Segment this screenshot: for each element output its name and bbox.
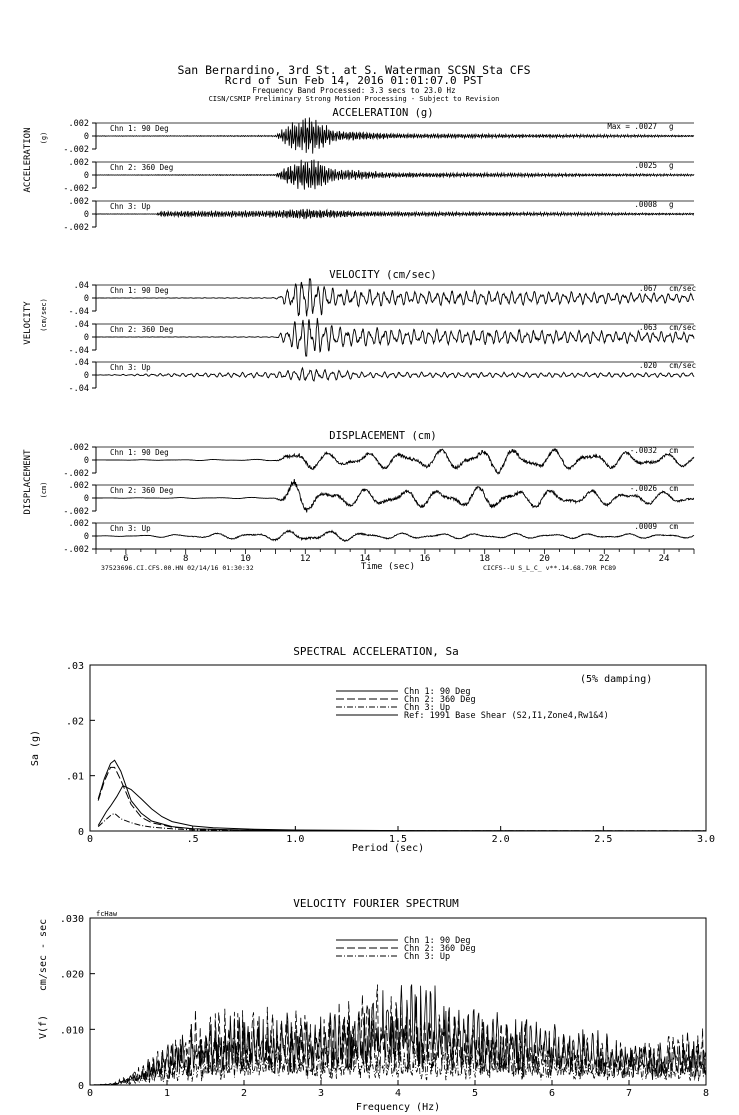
time-tick-label: 16 <box>419 554 431 564</box>
x-tick-label: 1.5 <box>388 834 408 845</box>
processing-note: CISN/CSMIP Preliminary Strong Motion Processing - Subject to Revision <box>208 95 500 103</box>
acceleration-panel-title: ACCELERATION (g) <box>332 107 434 119</box>
x-tick-label: 1.0 <box>286 834 305 845</box>
trace-y-tick-label: -.04 <box>68 346 89 356</box>
trace-y-tick-label: 0 <box>83 210 89 220</box>
channel-label: Chn 1: 90 Deg <box>110 448 169 457</box>
peak-unit: cm <box>669 446 679 455</box>
trace-y-tick-label: 0 <box>83 532 89 542</box>
time-tick-label: 12 <box>299 554 311 564</box>
trace-y-tick-label: -.002 <box>63 507 89 517</box>
time-tick-label: 14 <box>359 554 371 564</box>
channel-label: Chn 3: Up <box>110 524 151 533</box>
x-tick-label: 2.0 <box>491 834 510 845</box>
x-tick-label: 1 <box>163 1088 171 1099</box>
spectral-acceleration-frame <box>90 665 706 831</box>
peak-unit: cm/sec <box>669 284 697 293</box>
legend-entry: Chn 3: Up <box>404 952 451 962</box>
peak-unit: cm <box>669 484 679 493</box>
peak-value: .020 <box>638 361 657 370</box>
x-tick-label: 3 <box>317 1088 325 1099</box>
legend-entry: Chn 1: 90 Deg <box>404 936 471 946</box>
trace-y-tick-label: 0 <box>83 132 89 142</box>
acceleration-side-label: ACCELERATION <box>23 127 33 193</box>
trace-row <box>63 519 694 555</box>
peak-value: .063 <box>638 323 657 332</box>
peak-value: Max = .0027 <box>607 122 657 131</box>
channel-label: Chn 2: 360 Deg <box>110 325 174 334</box>
trace-row <box>63 118 694 156</box>
velocity-panel-title: VELOCITY (cm/sec) <box>329 269 437 281</box>
time-tick-label: 24 <box>658 554 670 564</box>
time-series-traces <box>63 118 696 556</box>
x-tick-label: .5 <box>186 834 199 845</box>
trace-y-tick-label: .002 <box>68 443 89 453</box>
trace-y-tick-label: .002 <box>68 119 89 129</box>
x-tick-label: 5 <box>471 1088 479 1099</box>
trace-row <box>69 279 697 317</box>
record-time: Rcrd of Sun Feb 14, 2016 01:01:07.0 PST <box>224 74 484 87</box>
peak-value: -.0032 <box>629 446 657 455</box>
trace-y-tick-label: -.002 <box>63 545 89 555</box>
trace-row <box>69 318 697 356</box>
legend-entry: Chn 2: 360 Deg <box>404 695 476 705</box>
trace-y-tick-label: 0 <box>83 171 89 181</box>
legend-entry: Chn 2: 360 Deg <box>404 944 476 954</box>
trace-y-tick-label: .002 <box>68 519 89 529</box>
trace-y-tick-label: .002 <box>68 158 89 168</box>
channel-label: Chn 1: 90 Deg <box>110 124 169 133</box>
velocity-side-label: VELOCITY <box>23 301 33 345</box>
x-tick-label: 4 <box>394 1088 402 1099</box>
trace-y-tick-label: 0 <box>83 494 89 504</box>
fourier-corner-label: fcHaw <box>96 910 118 918</box>
channel-label: Chn 3: Up <box>110 202 151 211</box>
fourier-x-label: Frequency (Hz) <box>355 1102 441 1113</box>
trace-y-tick-label: -.04 <box>68 307 89 317</box>
processing-version: CICFS--U S_L_C_ v**.14.68.79R PC89 <box>483 564 617 572</box>
seismic-trace <box>96 368 694 381</box>
y-tick-label: .020 <box>59 969 84 981</box>
x-tick-label: 2 <box>240 1088 248 1099</box>
trace-row <box>63 158 694 194</box>
displacement-panel-title: DISPLACEMENT (cm) <box>329 430 437 442</box>
seismic-trace <box>96 160 694 190</box>
peak-value: .0008 <box>634 200 657 209</box>
velocity-unit-label: (cm/sec) <box>40 298 48 332</box>
peak-value: .0025 <box>634 161 657 170</box>
peak-value: .067 <box>638 284 657 293</box>
fourier-spectrum-curves <box>90 985 706 1086</box>
time-tick-label: 18 <box>479 554 491 564</box>
time-tick-label: 8 <box>182 554 189 564</box>
fourier-spectrum-title: VELOCITY FOURIER SPECTRUM <box>293 897 459 910</box>
trace-row <box>63 197 694 233</box>
trace-y-tick-label: .002 <box>68 197 89 207</box>
fourier-y-label-units: cm/sec - sec <box>38 918 49 992</box>
x-tick-label: 7 <box>625 1088 633 1099</box>
y-tick-label: .010 <box>59 1025 84 1037</box>
seismic-trace <box>96 279 697 316</box>
sa-series-line <box>98 786 706 831</box>
peak-value: -.0026 <box>629 484 657 493</box>
sa-series-line <box>98 767 706 831</box>
y-tick-label: .03 <box>65 661 84 672</box>
trace-y-tick-label: .002 <box>68 481 89 491</box>
sa-series-line <box>98 760 706 831</box>
trace-y-tick-label: -.04 <box>68 384 89 394</box>
trace-y-tick-label: .04 <box>73 281 89 291</box>
x-tick-label: 3.0 <box>696 834 716 845</box>
trace-y-tick-label: 0 <box>83 294 89 304</box>
peak-unit: g <box>669 200 674 209</box>
damping-note: (5% damping) <box>580 674 653 685</box>
spectral-acceleration-title: SPECTRAL ACCELERATION, Sa <box>293 645 459 658</box>
seismic-trace <box>96 479 694 512</box>
trace-y-tick-label: -.002 <box>63 469 89 479</box>
legend-entry: Chn 3: Up <box>404 703 451 713</box>
channel-label: Chn 1: 90 Deg <box>110 286 169 295</box>
trace-y-tick-label: .04 <box>73 358 89 368</box>
station-title: San Bernardino, 3rd St. at S. Waterman SCSN Sta CFS <box>177 63 531 77</box>
acceleration-unit-label: (g) <box>40 131 48 145</box>
time-axis-label: Time (sec) <box>360 562 416 572</box>
y-tick-label: .030 <box>59 914 84 925</box>
x-tick-label: 2.5 <box>594 834 613 845</box>
frequency-band: Frequency Band Processed: 3.3 secs to 23.0 Hz <box>252 86 456 95</box>
x-tick-label: 6 <box>548 1088 556 1099</box>
trace-y-tick-label: 0 <box>83 371 89 381</box>
channel-label: Chn 2: 360 Deg <box>110 163 174 172</box>
trace-y-tick-label: 0 <box>83 333 89 343</box>
seismic-trace <box>96 531 694 542</box>
y-tick-label: 0 <box>77 827 84 838</box>
time-tick-label: 6 <box>123 554 129 564</box>
time-tick-label: 10 <box>240 554 251 564</box>
spectral-acceleration-x-label: Period (sec) <box>351 843 425 854</box>
fourier-y-label: V(f) <box>38 1014 49 1040</box>
peak-value: .0009 <box>634 522 657 531</box>
trace-y-tick-label: -.002 <box>63 223 89 233</box>
seismic-trace <box>96 209 694 219</box>
trace-row <box>63 443 694 479</box>
time-tick-label: 22 <box>598 554 610 564</box>
x-tick-label: 0 <box>86 834 94 845</box>
x-tick-label: 0 <box>86 1088 94 1099</box>
y-tick-label: 0 <box>77 1081 84 1092</box>
legend-entry: Ref: 1991 Base Shear (S2,I1,Zone4,Rw1&4) <box>404 711 609 721</box>
spectral-acceleration-y-label: Sa (g) <box>30 729 41 767</box>
x-tick-label: 8 <box>702 1088 710 1099</box>
trace-y-tick-label: -.002 <box>63 184 89 194</box>
trace-y-tick-label: 0 <box>83 456 89 466</box>
y-tick-label: .01 <box>65 771 84 783</box>
channel-label: Chn 2: 360 Deg <box>110 486 174 495</box>
peak-unit: g <box>669 122 674 131</box>
peak-unit: g <box>669 161 674 170</box>
displacement-side-label: DISPLACEMENT <box>23 449 33 515</box>
channel-label: Chn 3: Up <box>110 363 151 372</box>
trace-row <box>63 479 694 517</box>
trace-y-tick-label: .04 <box>73 320 89 330</box>
y-tick-label: .02 <box>65 716 84 728</box>
peak-unit: cm/sec <box>669 361 697 370</box>
time-tick-label: 20 <box>539 554 550 564</box>
displacement-unit-label: (cm) <box>40 481 48 499</box>
spectral-acceleration-legend <box>336 687 609 721</box>
spectral-acceleration-curves <box>98 760 706 831</box>
legend-entry: Chn 1: 90 Deg <box>404 687 471 697</box>
trace-y-tick-label: -.002 <box>63 145 89 155</box>
trace-row <box>69 358 697 394</box>
seismic-trace <box>96 449 694 474</box>
peak-unit: cm <box>669 522 679 531</box>
record-id: 37523696.CI.CFS.00.HN 02/14/16 01:30:32 <box>101 564 254 572</box>
fourier-spectrum-legend <box>336 936 476 962</box>
peak-unit: cm/sec <box>669 323 697 332</box>
